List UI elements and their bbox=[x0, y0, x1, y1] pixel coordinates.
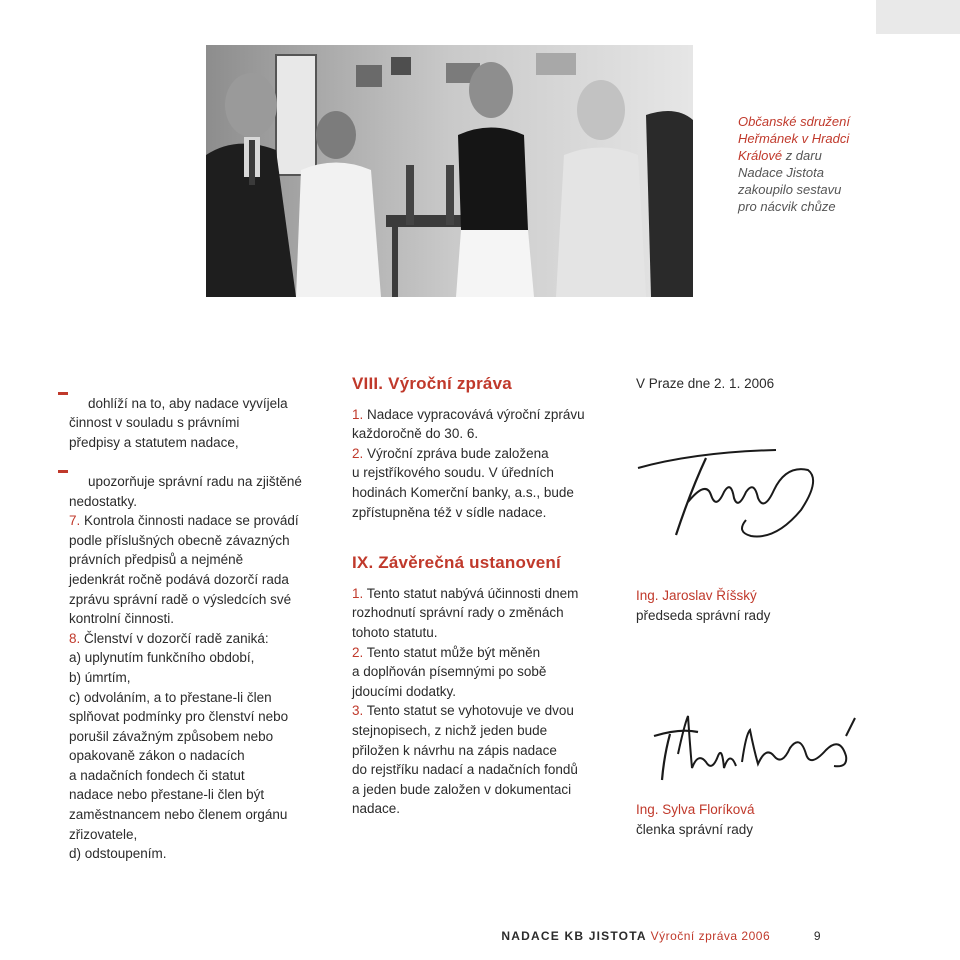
item-number: 2. bbox=[352, 644, 364, 660]
item-line: Kontrola činnosti nadace se provádí bbox=[80, 513, 299, 529]
item-line: c) odvoláním, a to přestane-li člen bbox=[69, 689, 272, 705]
item-line: Členství v dozorčí radě zaniká: bbox=[80, 630, 269, 646]
item-number: 7. bbox=[69, 513, 81, 529]
column-middle bbox=[352, 374, 612, 819]
section-ix-item-1 bbox=[352, 584, 612, 643]
column-right bbox=[636, 374, 896, 394]
item-line: přiložen k návrhu na zápis nadace bbox=[352, 742, 557, 758]
signer-2-name: Ing. Sylva Floríková bbox=[636, 802, 755, 817]
item-line: zaměstnancem nebo členem orgánu bbox=[69, 807, 288, 823]
signature-1 bbox=[636, 440, 826, 550]
caption-line6: pro nácvik chůze bbox=[738, 199, 836, 214]
footer-org: NADACE KB JISTOTA bbox=[501, 929, 647, 943]
signer-2-role: členka správní rady bbox=[636, 821, 754, 837]
item-line: a jeden bude založen v dokumentaci bbox=[352, 781, 572, 797]
section-viii-item-1 bbox=[352, 405, 612, 444]
item-number: 1. bbox=[352, 406, 364, 422]
photo-caption bbox=[738, 113, 898, 215]
item-line: splňovat podmínky pro členství nebo bbox=[69, 709, 289, 725]
bullet-line: upozorňuje správní radu na zjištěné bbox=[88, 473, 302, 489]
item-line: a doplňován písemnými po sobě bbox=[352, 664, 547, 680]
caption-org-line2: Heřmánek v Hradci bbox=[738, 131, 850, 146]
caption-line3-rest: z daru bbox=[782, 148, 822, 163]
bullet-oversight bbox=[69, 374, 327, 452]
item-line: opakovaně zákon o nadacích bbox=[69, 748, 245, 764]
bullet-line: nedostatky. bbox=[69, 493, 138, 509]
caption-org-line1: Občanské sdružení bbox=[738, 114, 851, 129]
item-line: kontrolní činnosti. bbox=[69, 611, 175, 627]
section-viii-item-2 bbox=[352, 444, 612, 522]
item-line: d) odstoupením. bbox=[69, 846, 167, 862]
item-line: rozhodnutí správní rady o změnách bbox=[352, 605, 564, 621]
item-line: Tento statut může být měněn bbox=[363, 644, 541, 660]
item-number: 2. bbox=[352, 445, 364, 461]
article-8 bbox=[69, 629, 327, 864]
date-line: V Praze dne 2. 1. 2006 bbox=[636, 376, 775, 391]
page-number: 9 bbox=[813, 929, 821, 943]
item-line: b) úmrtím, bbox=[69, 669, 131, 685]
item-line: u rejstříkového soudu. V úředních bbox=[352, 465, 554, 481]
bullet-notify bbox=[69, 452, 327, 511]
item-number: 3. bbox=[352, 703, 364, 719]
item-line: Nadace vypracovává výroční zprávu bbox=[363, 406, 585, 422]
signer-1-name: Ing. Jaroslav Říšský bbox=[636, 588, 757, 603]
dash-marker bbox=[58, 470, 68, 473]
item-line: Tento statut se vyhotovuje ve dvou bbox=[363, 703, 574, 719]
section-heading-ix: IX. Závěrečná ustanovení bbox=[352, 553, 561, 573]
item-line: zpřístupněna též v sídle nadace. bbox=[352, 504, 547, 520]
item-line: Výroční zpráva bude založena bbox=[363, 445, 549, 461]
item-line: nadace. bbox=[352, 801, 401, 817]
column-left bbox=[69, 374, 327, 864]
corner-block bbox=[876, 0, 960, 34]
caption-line5: zakoupilo sestavu bbox=[738, 182, 842, 197]
page-footer bbox=[501, 929, 821, 943]
footer-title: Výroční zpráva 2006 bbox=[650, 929, 771, 943]
item-number: 8. bbox=[69, 630, 81, 646]
item-line: každoročně do 30. 6. bbox=[352, 426, 479, 442]
item-line: jdoucími dodatky. bbox=[352, 683, 457, 699]
section-ix-item-3 bbox=[352, 701, 612, 819]
section-heading-viii: VIII. Výroční zpráva bbox=[352, 374, 512, 393]
caption-line3 bbox=[738, 147, 898, 164]
item-line: nadace nebo přestane-li člen být bbox=[69, 787, 265, 803]
signature-2 bbox=[650, 706, 870, 786]
item-line: jedenkrát ročně podává dozorčí rada bbox=[69, 571, 289, 587]
item-number: 1. bbox=[352, 585, 364, 601]
item-line: podle příslušných obecně závazných bbox=[69, 532, 290, 548]
item-line: zprávu správní radě o výsledcích své bbox=[69, 591, 292, 607]
item-line: do rejstříku nadací a nadačních fondů bbox=[352, 762, 578, 778]
item-line: právních předpisů a nejméně bbox=[69, 552, 244, 568]
signer-1 bbox=[636, 586, 896, 625]
item-line: porušil závažným způsobem nebo bbox=[69, 728, 274, 744]
item-line: stejnopisech, z nichž jeden bude bbox=[352, 722, 548, 738]
item-line: a) uplynutím funkčního období, bbox=[69, 650, 255, 666]
photo-people-in-room bbox=[206, 45, 693, 297]
item-line: tohoto statutu. bbox=[352, 624, 438, 640]
article-7 bbox=[69, 511, 327, 629]
dash-marker bbox=[58, 392, 68, 395]
signer-1-role: předseda správní rady bbox=[636, 607, 771, 623]
item-line: zřizovatele, bbox=[69, 826, 138, 842]
signer-2 bbox=[636, 800, 896, 839]
item-line: Tento statut nabývá účinnosti dnem bbox=[363, 585, 579, 601]
bullet-line: dohlíží na to, aby nadace vyvíjela bbox=[88, 395, 288, 411]
item-line: a nadačních fondech či statut bbox=[69, 767, 245, 783]
item-line: hodinách Komerční banky, a.s., bude bbox=[352, 484, 574, 500]
bullet-line: předpisy a statutem nadace, bbox=[69, 434, 239, 450]
caption-org-line3: Králové bbox=[738, 148, 783, 163]
bullet-line: činnost v souladu s právními bbox=[69, 415, 240, 431]
caption-line4: Nadace Jistota bbox=[738, 165, 824, 180]
section-ix-item-2 bbox=[352, 643, 612, 702]
